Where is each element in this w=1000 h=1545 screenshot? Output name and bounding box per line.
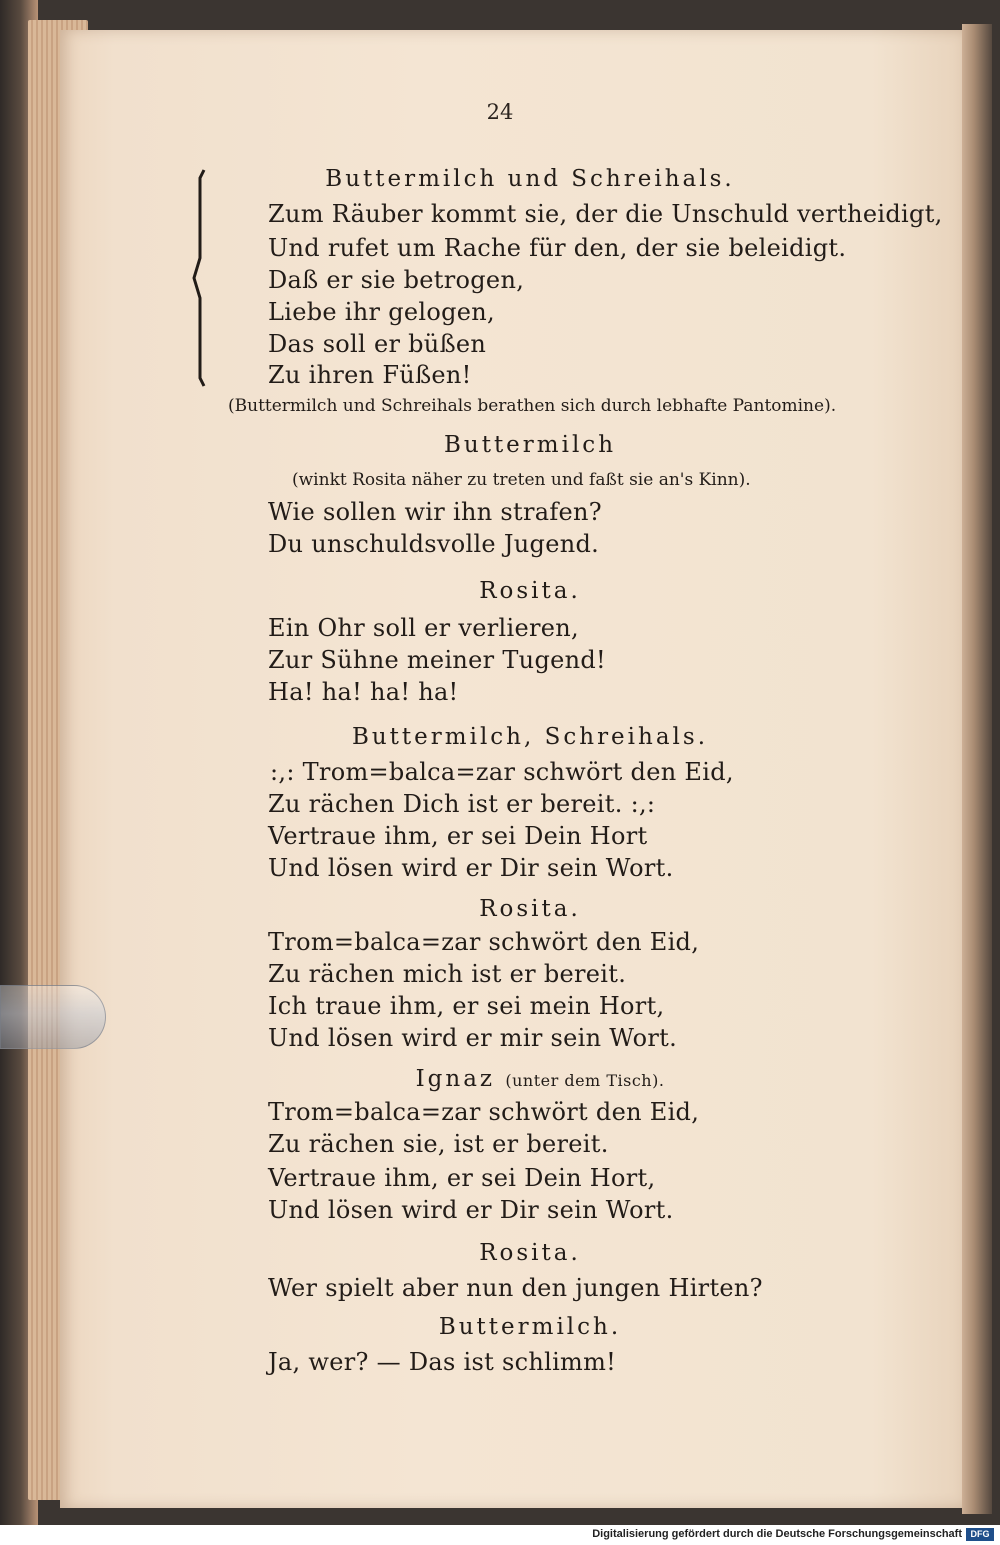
stage-direction: (winkt Rosita näher zu treten und faßt sie an's Kinn). [292,470,751,490]
speaker-buttermilch-schreihals: Buttermilch und Schreihals. [325,166,735,192]
stage-direction: (Buttermilch und Schreihals berathen sich durch lebhafte Pantomine). [228,396,837,416]
speaker-rosita: Rosita. [479,578,581,604]
speaker-buttermilch: Buttermilch. [438,1314,622,1340]
verse-line: Zu rächen mich ist er bereit. [268,960,627,988]
verse-line: Zu rächen sie, ist er bereit. [268,1130,609,1158]
speaker-ignaz [0,1066,1000,1092]
verse-line: Trom=balca=zar schwört den Eid, [268,928,700,956]
verse-line: Zur Sühne meiner Tugend! [268,646,606,674]
dfg-logo: DFG [966,1528,994,1541]
page-clip [0,985,106,1049]
speaker-rosita: Rosita. [479,1240,581,1266]
verse-line: Zum Räuber kommt sie, der die Unschuld vertheidigt, [268,200,943,228]
verse-line: Das soll er büßen [268,330,487,358]
verse-line: Und lösen wird er Dir sein Wort. [268,1196,674,1224]
speaker-buttermilch-schreihals: Buttermilch, Schreihals. [351,724,709,750]
verse-line: Und lösen wird er Dir sein Wort. [268,854,674,882]
verse-line: Zu ihren Füßen! [268,361,472,389]
verse-line: Ein Ohr soll er verlieren, [268,614,579,642]
page-right-edge [962,24,992,1514]
footer-bar [0,1525,1000,1545]
speaker-rosita: Rosita. [479,896,581,922]
verse-line: Liebe ihr gelogen, [268,298,495,326]
speaker-name: Ignaz [415,1066,496,1092]
stage-direction: (unter dem Tisch). [505,1071,665,1090]
funding-credit: Digitalisierung gefördert durch die Deutsche Forschungsgemeinschaft [592,1528,962,1540]
verse-line: Vertraue ihm, er sei Dein Hort [268,822,648,850]
verse-line: :,: Trom=balca=zar schwört den Eid, [270,758,734,786]
verse-line: Daß er sie betrogen, [268,266,525,294]
verse-line: Wer spielt aber nun den jungen Hirten? [268,1274,763,1302]
page-number: 24 [486,100,514,124]
brace-bracket [192,168,208,388]
verse-line: Ja, wer? — Das ist schlimm! [268,1348,617,1376]
show-through-text [690,280,696,304]
verse-line: Vertraue ihm, er sei Dein Hort, [268,1164,656,1192]
verse-line: Du unschuldsvolle Jugend. [268,530,600,558]
verse-line: Ich traue ihm, er sei mein Hort, [268,992,665,1020]
verse-line: Zu rächen Dich ist er bereit. :,: [268,790,656,818]
verse-line: Und rufet um Rache für den, der sie beleidigt. [268,234,847,262]
speaker-buttermilch: Buttermilch [443,432,617,458]
verse-line: Ha! ha! ha! ha! [268,678,459,706]
verse-line: Trom=balca=zar schwört den Eid, [268,1098,700,1126]
verse-line: Und lösen wird er mir sein Wort. [268,1024,678,1052]
verse-line: Wie sollen wir ihn strafen? [268,498,602,526]
